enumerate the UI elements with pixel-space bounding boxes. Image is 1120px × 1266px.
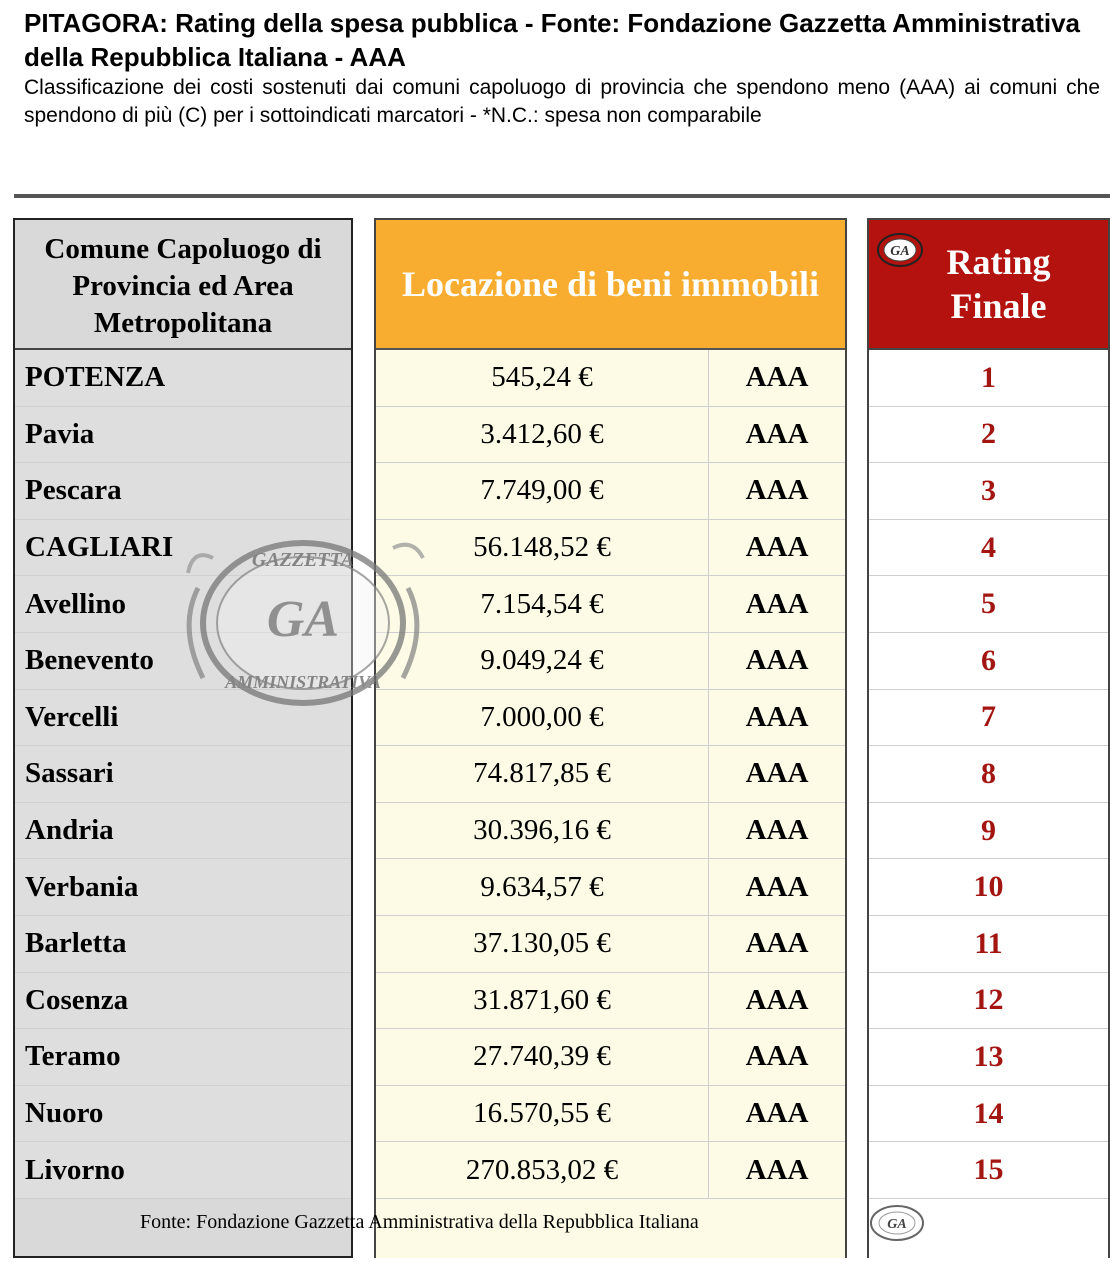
ga-footer-logo-icon — [866, 1202, 928, 1244]
table-row — [376, 463, 845, 520]
table-row — [376, 803, 845, 860]
grade-cell: AAA — [745, 1040, 809, 1073]
ga-logo-icon — [873, 230, 927, 270]
comune-cell: Cosenza — [15, 973, 351, 1030]
seal-ring-top: GAZZETTA — [251, 549, 355, 571]
gazzetta-seal-icon — [178, 528, 428, 718]
locazione-value-cell: 9.634,57 € — [376, 859, 709, 915]
comune-cell: Benevento — [15, 633, 351, 690]
grade-cell: AAA — [745, 644, 809, 677]
comune-column-body — [15, 350, 351, 1199]
rating-cell: 1 — [869, 350, 1108, 407]
rating-cell: 12 — [869, 973, 1108, 1030]
grade-cell: AAA — [745, 361, 809, 394]
rating-header-label: Rating Finale — [946, 242, 1051, 326]
rating-cell: 9 — [869, 803, 1108, 860]
rating-cell: 10 — [869, 859, 1108, 916]
locazione-value-cell: 56.148,52 € — [376, 520, 709, 576]
rating-cell: 7 — [869, 690, 1108, 747]
rating-cell: 3 — [869, 463, 1108, 520]
seal-ring-bottom: AMMINISTRATIVA — [225, 672, 381, 692]
grade-cell: AAA — [745, 927, 809, 960]
table-row — [376, 1142, 845, 1199]
grade-cell: AAA — [745, 587, 809, 620]
locazione-column — [374, 218, 847, 1258]
comune-column — [13, 218, 353, 1258]
comune-cell: Andria — [15, 803, 351, 860]
locazione-column-body — [376, 350, 845, 1199]
locazione-value-cell: 31.871,60 € — [376, 973, 709, 1029]
comune-column-header: Comune Capoluogo di Provincia ed Area Metropolitana — [15, 220, 351, 350]
comune-cell: Pavia — [15, 407, 351, 464]
table-row — [376, 633, 845, 690]
rating-cell: 6 — [869, 633, 1108, 690]
comune-cell: Livorno — [15, 1142, 351, 1199]
rating-cell: 2 — [869, 407, 1108, 464]
rating-cell: 5 — [869, 576, 1108, 633]
grade-cell: AAA — [745, 1153, 809, 1186]
rating-cell: 4 — [869, 520, 1108, 577]
rating-column-header — [869, 220, 1108, 350]
header-divider — [14, 194, 1110, 198]
table-row — [376, 690, 845, 747]
locazione-value-cell: 3.412,60 € — [376, 407, 709, 463]
rating-cell: 14 — [869, 1086, 1108, 1143]
svg-text:GA: GA — [887, 1217, 907, 1232]
locazione-value-cell: 7.749,00 € — [376, 463, 709, 519]
page-header — [24, 6, 1100, 130]
comune-cell: CAGLIARI — [15, 520, 351, 577]
grade-cell: AAA — [745, 531, 809, 564]
locazione-value-cell: 37.130,05 € — [376, 916, 709, 972]
locazione-value-cell: 27.740,39 € — [376, 1029, 709, 1085]
source-footer: Fonte: Fondazione Gazzetta Amministrativa della Repubblica Italiana — [140, 1211, 699, 1233]
comune-cell: Pescara — [15, 463, 351, 520]
rating-column-body — [869, 350, 1108, 1199]
comune-cell: Verbania — [15, 859, 351, 916]
rating-cell: 13 — [869, 1029, 1108, 1086]
rating-column — [867, 218, 1110, 1258]
grade-cell: AAA — [745, 870, 809, 903]
comune-cell: Barletta — [15, 916, 351, 973]
grade-cell: AAA — [745, 474, 809, 507]
comune-cell: Nuoro — [15, 1086, 351, 1143]
grade-cell: AAA — [745, 417, 809, 450]
comune-cell: Vercelli — [15, 690, 351, 747]
seal-logo-text: GA — [266, 591, 340, 648]
locazione-value-cell: 545,24 € — [376, 350, 709, 406]
locazione-value-cell: 9.049,24 € — [376, 633, 709, 689]
comune-cell: Teramo — [15, 1029, 351, 1086]
page-title: PITAGORA: Rating della spesa pubblica - Fonte: Fondazione Gazzetta Amministrativa della Repubblica Italiana - AAA — [24, 8, 1081, 72]
page-subtitle: Classificazione dei costi sostenuti dai comuni capoluogo di provincia che spendono meno (AAA) ai comuni che spendono di più (C) per i sottoindicati marcatori - *N.C.: spesa non comparabile — [24, 76, 1100, 127]
table-row — [376, 576, 845, 633]
locazione-value-cell: 30.396,16 € — [376, 803, 709, 859]
grade-cell: AAA — [745, 757, 809, 790]
grade-cell: AAA — [745, 700, 809, 733]
table-row — [376, 520, 845, 577]
table-row — [376, 407, 845, 464]
grade-cell: AAA — [745, 1097, 809, 1130]
locazione-value-cell: 7.154,54 € — [376, 576, 709, 632]
table-row — [376, 859, 845, 916]
comune-cell: Sassari — [15, 746, 351, 803]
table-row — [376, 973, 845, 1030]
svg-text:GA: GA — [890, 244, 910, 259]
locazione-value-cell: 74.817,85 € — [376, 746, 709, 802]
table-row — [376, 746, 845, 803]
comune-cell: Avellino — [15, 576, 351, 633]
locazione-value-cell: 7.000,00 € — [376, 690, 709, 746]
table-row — [376, 350, 845, 407]
rating-cell: 11 — [869, 916, 1108, 973]
locazione-value-cell: 270.853,02 € — [376, 1142, 709, 1198]
grade-cell: AAA — [745, 814, 809, 847]
locazione-column-header: Locazione di beni immobili — [376, 220, 845, 350]
comune-cell: POTENZA — [15, 350, 351, 407]
rating-cell: 15 — [869, 1142, 1108, 1199]
table-row — [376, 1086, 845, 1143]
rating-cell: 8 — [869, 746, 1108, 803]
grade-cell: AAA — [745, 983, 809, 1016]
locazione-value-cell: 16.570,55 € — [376, 1086, 709, 1142]
table-row — [376, 916, 845, 973]
table-row — [376, 1029, 845, 1086]
